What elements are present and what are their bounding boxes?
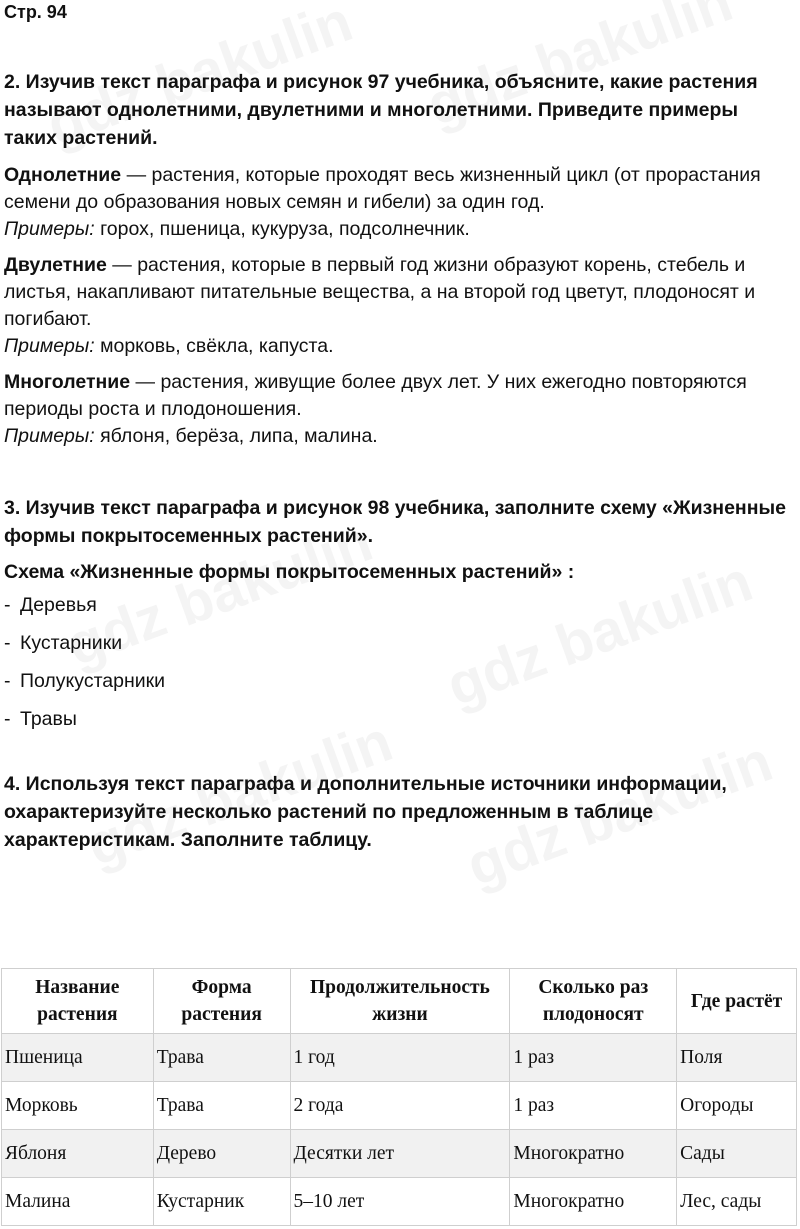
biennial-examples-text: морковь, свёкла, капуста. <box>94 335 334 357</box>
list-item-label: Травы <box>20 708 77 730</box>
list-item: - Травы <box>4 708 77 730</box>
list-item-label: Полукустарники <box>20 670 166 692</box>
biennial-text: — растения, которые в первый год жизни образуют корень, стебель и листья, накапливают питательные вещества, а на второй год цветут, плодоносят и погибают. <box>4 254 756 330</box>
header-habitat: Где растёт <box>677 969 797 1034</box>
cell-habitat: Поля <box>677 1034 797 1082</box>
question-2-title: 2. Изучив текст параграфа и рисунок 97 учебника, объясните, какие растения называют однолетними, двулетними и многолетними. Приведите примеры таких растений. <box>4 71 758 149</box>
cell-fruiting-count: Многократно <box>510 1178 677 1226</box>
cell-plant-name: Морковь <box>2 1082 154 1130</box>
annual-term: Однолетние <box>4 164 122 186</box>
annual-examples-text: горох, пшеница, кукуруза, подсолнечник. <box>94 218 470 240</box>
cell-plant-name: Пшеница <box>2 1034 154 1082</box>
perennial-definition <box>4 369 796 423</box>
cell-lifespan: 1 год <box>290 1034 510 1082</box>
cell-plant-form: Трава <box>153 1034 290 1082</box>
cell-plant-form: Трава <box>153 1082 290 1130</box>
header-lifespan: Продолжительность жизни <box>290 969 510 1034</box>
table-row <box>2 1178 797 1226</box>
cell-lifespan: 5–10 лет <box>290 1178 510 1226</box>
header-plant-form: Форма растения <box>153 969 290 1034</box>
cell-lifespan: Десятки лет <box>290 1130 510 1178</box>
cell-fruiting-count: 1 раз <box>510 1034 677 1082</box>
cell-fruiting-count: Многократно <box>510 1130 677 1178</box>
list-item: - Кустарники <box>4 632 123 654</box>
list-item-label: Деревья <box>20 594 97 616</box>
biennial-examples-label: Примеры: <box>4 335 95 357</box>
question-3-title: 3. Изучив текст параграфа и рисунок 98 учебника, заполните схему «Жизненные формы покрытосеменных растений». <box>4 497 786 547</box>
list-item-label: Кустарники <box>20 632 123 654</box>
table-row <box>2 1082 797 1130</box>
header-fruiting-count: Сколько раз плодоносят <box>510 969 677 1034</box>
perennial-examples-text: яблоня, берёза, липа, малина. <box>94 425 378 447</box>
header-plant-name: Название растения <box>2 969 154 1034</box>
page-label: Стр. 94 <box>4 2 67 22</box>
biennial-examples <box>4 333 796 360</box>
content <box>4 0 796 854</box>
cell-plant-form: Кустарник <box>153 1178 290 1226</box>
list-item: - Деревья <box>4 594 97 616</box>
annual-text: — растения, которые проходят весь жизненный цикл (от прорастания семени до образования новых семян и гибели) за один год. <box>4 164 761 213</box>
cell-plant-name: Малина <box>2 1178 154 1226</box>
cell-plant-name: Яблоня <box>2 1130 154 1178</box>
annual-definition <box>4 162 796 216</box>
biennial-definition <box>4 252 796 333</box>
perennial-text: — растения, живущие более двух лет. У них ежегодно повторяются периоды роста и плодоношения. <box>4 371 747 420</box>
table-row <box>2 1130 797 1178</box>
plants-table <box>1 968 797 1226</box>
question-4-title: 4. Используя текст параграфа и дополнительные источники информации, охарактеризуйте несколько растений по предложенным в таблице характеристикам. Заполните таблицу. <box>4 773 727 851</box>
cell-habitat: Лес, сады <box>677 1178 797 1226</box>
perennial-examples <box>4 423 796 450</box>
annual-examples <box>4 216 796 243</box>
cell-habitat: Сады <box>677 1130 797 1178</box>
cell-fruiting-count: 1 раз <box>510 1082 677 1130</box>
annual-examples-label: Примеры: <box>4 218 95 240</box>
biennial-term: Двулетние <box>4 254 107 276</box>
perennial-term: Многолетние <box>4 371 131 393</box>
life-forms-list <box>4 592 796 744</box>
perennial-examples-label: Примеры: <box>4 425 95 447</box>
cell-habitat: Огороды <box>677 1082 797 1130</box>
scheme-title: Схема «Жизненные формы покрытосеменных растений» : <box>4 561 575 583</box>
table-header-row <box>2 969 797 1034</box>
list-item: - Полукустарники <box>4 670 166 692</box>
cell-plant-form: Дерево <box>153 1130 290 1178</box>
cell-lifespan: 2 года <box>290 1082 510 1130</box>
table-row <box>2 1034 797 1082</box>
